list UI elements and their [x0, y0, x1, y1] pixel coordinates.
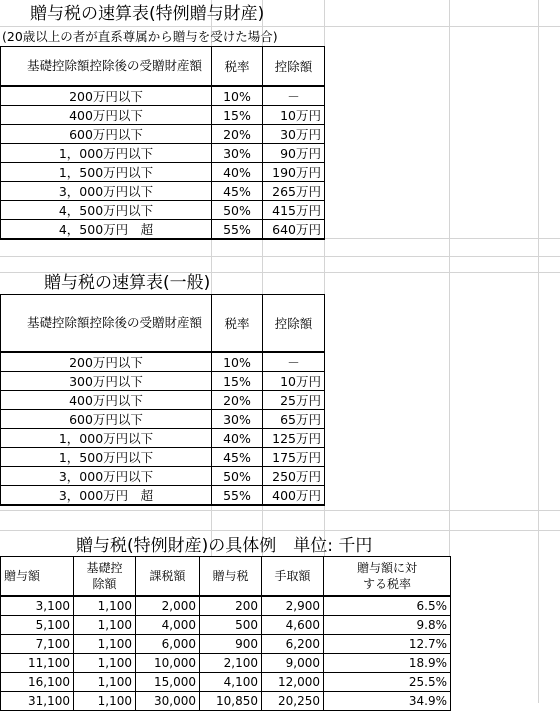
deduction-cell: 10万円	[263, 106, 325, 125]
table-row	[1, 448, 325, 467]
deduction-cell: 265万円	[263, 182, 325, 201]
table-row	[1, 125, 325, 144]
table-row	[1, 467, 325, 486]
tax-cell: 10,850	[200, 692, 262, 711]
table1-header-range: 基礎控除額控除後の受贈財産額	[1, 47, 212, 87]
table-row	[1, 182, 325, 201]
table-row	[1, 616, 451, 635]
table-row	[1, 673, 451, 692]
deduction-cell: 1,100	[74, 692, 136, 711]
deduction-cell: 1,100	[74, 635, 136, 654]
table-row	[1, 372, 325, 391]
table3-header-gift: 贈与額	[1, 557, 74, 597]
grid-col-line	[538, 0, 539, 703]
net-cell: 12,000	[262, 673, 324, 692]
table-row	[1, 144, 325, 163]
table-row	[1, 410, 325, 429]
deduction-cell: －	[263, 352, 325, 372]
table1-header-deduction: 控除額	[263, 47, 325, 87]
rate-cell: 15%	[212, 106, 263, 125]
range-cell: 4，500万円以下	[1, 201, 212, 220]
table-row	[1, 654, 451, 673]
table-row	[1, 86, 325, 106]
table2	[0, 294, 325, 506]
deduction-cell: 400万円	[263, 486, 325, 506]
taxable-cell: 6,000	[136, 635, 200, 654]
rate-cell: 10%	[212, 86, 263, 106]
range-cell: 600万円以下	[1, 410, 212, 429]
gift-cell: 5,100	[1, 616, 74, 635]
taxable-cell: 10,000	[136, 654, 200, 673]
table-row	[1, 201, 325, 220]
table-row	[1, 692, 451, 711]
deduction-cell: 30万円	[263, 125, 325, 144]
table-row	[1, 596, 451, 616]
net-cell: 9,000	[262, 654, 324, 673]
rate-cell: 6.5%	[324, 596, 451, 616]
rate-cell: 30%	[212, 144, 263, 163]
deduction-cell: 1,100	[74, 616, 136, 635]
table-row	[1, 391, 325, 410]
range-cell: 1，000万円以下	[1, 144, 212, 163]
table2-header-range: 基礎控除額控除後の受贈財産額	[1, 295, 212, 353]
table2-header-rate: 税率	[212, 295, 263, 353]
table-row	[1, 220, 325, 240]
deduction-cell: 1,100	[74, 596, 136, 616]
range-cell: 3，000万円 超	[1, 486, 212, 506]
deduction-cell: 1,100	[74, 654, 136, 673]
grid-row-line	[0, 530, 560, 531]
rate-cell: 15%	[212, 372, 263, 391]
table3-header-taxable: 課税額	[136, 557, 200, 597]
rate-cell: 45%	[212, 448, 263, 467]
rate-cell: 30%	[212, 410, 263, 429]
tax-cell: 2,100	[200, 654, 262, 673]
range-cell: 300万円以下	[1, 372, 212, 391]
deduction-cell: 250万円	[263, 467, 325, 486]
rate-cell: 25.5%	[324, 673, 451, 692]
net-cell: 2,900	[262, 596, 324, 616]
table1-subtitle: (20歳以上の者が直系尊属から贈与を受けた場合)	[2, 29, 278, 44]
range-cell: 1，500万円以下	[1, 448, 212, 467]
taxable-cell: 30,000	[136, 692, 200, 711]
deduction-cell: －	[263, 86, 325, 106]
table-row	[1, 352, 325, 372]
range-cell: 3，000万円以下	[1, 182, 212, 201]
rate-cell: 18.9%	[324, 654, 451, 673]
rate-cell: 50%	[212, 201, 263, 220]
range-cell: 200万円以下	[1, 352, 212, 372]
table-row	[1, 163, 325, 182]
tax-cell: 900	[200, 635, 262, 654]
table3-header-basic-deduction: 基礎控除額	[74, 557, 136, 597]
table1	[0, 46, 325, 240]
gift-cell: 7,100	[1, 635, 74, 654]
range-cell: 400万円以下	[1, 391, 212, 410]
rate-cell: 12.7%	[324, 635, 451, 654]
deduction-cell: 415万円	[263, 201, 325, 220]
rate-cell: 50%	[212, 467, 263, 486]
deduction-cell: 90万円	[263, 144, 325, 163]
deduction-cell: 1,100	[74, 673, 136, 692]
rate-cell: 40%	[212, 163, 263, 182]
table-row	[1, 635, 451, 654]
net-cell: 20,250	[262, 692, 324, 711]
taxable-cell: 15,000	[136, 673, 200, 692]
range-cell: 1，500万円以下	[1, 163, 212, 182]
table1-header-row	[1, 47, 325, 87]
grid-row-line	[0, 256, 560, 257]
table2-title: 贈与税の速算表(一般)	[44, 273, 211, 293]
table-row	[1, 429, 325, 448]
deduction-cell: 10万円	[263, 372, 325, 391]
table1-header-rate: 税率	[212, 47, 263, 87]
deduction-cell: 190万円	[263, 163, 325, 182]
rate-cell: 20%	[212, 125, 263, 144]
table-row	[1, 106, 325, 125]
grid-row-line	[0, 26, 560, 27]
table2-header-deduction: 控除額	[263, 295, 325, 353]
rate-cell: 55%	[212, 486, 263, 506]
table-row	[1, 486, 325, 506]
taxable-cell: 2,000	[136, 596, 200, 616]
gift-cell: 11,100	[1, 654, 74, 673]
range-cell: 3，000万円以下	[1, 467, 212, 486]
gift-cell: 31,100	[1, 692, 74, 711]
net-cell: 6,200	[262, 635, 324, 654]
deduction-cell: 175万円	[263, 448, 325, 467]
tax-cell: 200	[200, 596, 262, 616]
table3-header-tax: 贈与税	[200, 557, 262, 597]
table3-header-effective-rate: 贈与額に対する税率	[324, 557, 451, 597]
gift-cell: 3,100	[1, 596, 74, 616]
rate-cell: 9.8%	[324, 616, 451, 635]
table3-header-net: 手取額	[262, 557, 324, 597]
range-cell: 4，500万円 超	[1, 220, 212, 240]
table2-header-row	[1, 295, 325, 353]
deduction-cell: 640万円	[263, 220, 325, 240]
rate-cell: 34.9%	[324, 692, 451, 711]
grid-row-line	[0, 510, 560, 511]
table3-title: 贈与税(特例財産)の具体例 単位: 千円	[76, 536, 373, 556]
table1-title: 贈与税の速算表(特例贈与財産)	[30, 4, 265, 24]
rate-cell: 10%	[212, 352, 263, 372]
tax-cell: 4,100	[200, 673, 262, 692]
net-cell: 4,600	[262, 616, 324, 635]
deduction-cell: 65万円	[263, 410, 325, 429]
rate-cell: 55%	[212, 220, 263, 240]
gift-cell: 16,100	[1, 673, 74, 692]
deduction-cell: 25万円	[263, 391, 325, 410]
rate-cell: 45%	[212, 182, 263, 201]
tax-cell: 500	[200, 616, 262, 635]
range-cell: 200万円以下	[1, 86, 212, 106]
rate-cell: 40%	[212, 429, 263, 448]
deduction-cell: 125万円	[263, 429, 325, 448]
taxable-cell: 4,000	[136, 616, 200, 635]
table3-header-row	[1, 557, 451, 597]
rate-cell: 20%	[212, 391, 263, 410]
range-cell: 600万円以下	[1, 125, 212, 144]
range-cell: 1，000万円以下	[1, 429, 212, 448]
range-cell: 400万円以下	[1, 106, 212, 125]
table3	[0, 556, 451, 711]
